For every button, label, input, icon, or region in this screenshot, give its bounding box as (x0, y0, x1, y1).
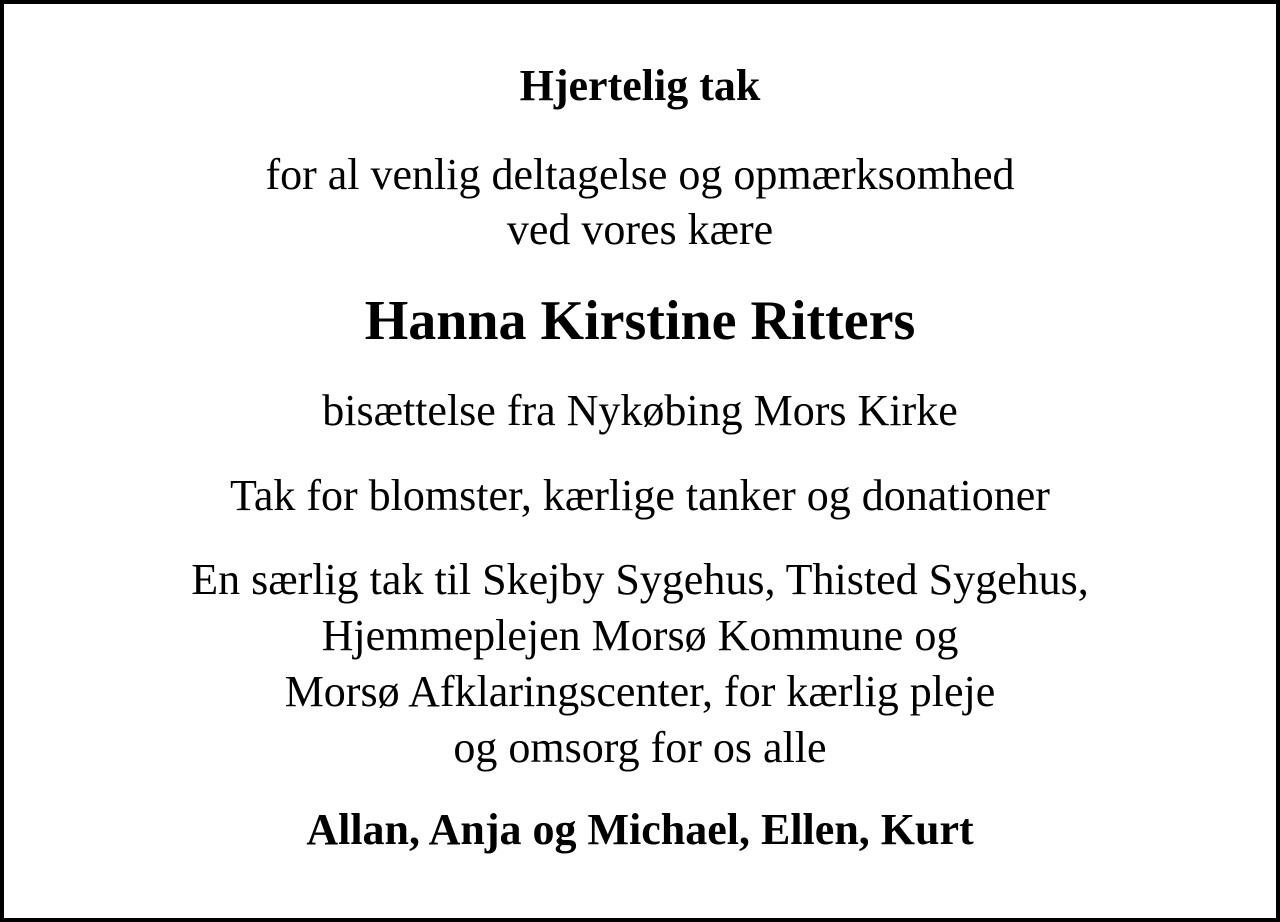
intro-text (4, 147, 1276, 257)
special-thanks-line: og omsorg for os alle (453, 723, 827, 772)
intro-line: for al venlig deltagelse og opmærksomhed (265, 150, 1015, 199)
service-text: bisættelse fra Nykøbing Mors Kirke (322, 386, 958, 435)
intro-line: ved vores kære (506, 205, 774, 254)
special-thanks-line: Hjemmeplejen Morsø Kommune og (321, 611, 959, 660)
thanks-text: Tak for blomster, kærlige tanker og donationer (230, 471, 1050, 520)
deceased-name: Hanna Kirstine Ritters (364, 290, 916, 352)
special-thanks-text (4, 552, 1276, 776)
special-thanks-line: En særlig tak til Skejby Sygehus, Thisted Sygehus, (191, 555, 1089, 604)
notice-heading: Hjertelig tak (519, 61, 761, 110)
signature: Allan, Anja og Michael, Ellen, Kurt (306, 805, 974, 854)
special-thanks-line: Morsø Afklaringscenter, for kærlig pleje (284, 667, 996, 716)
